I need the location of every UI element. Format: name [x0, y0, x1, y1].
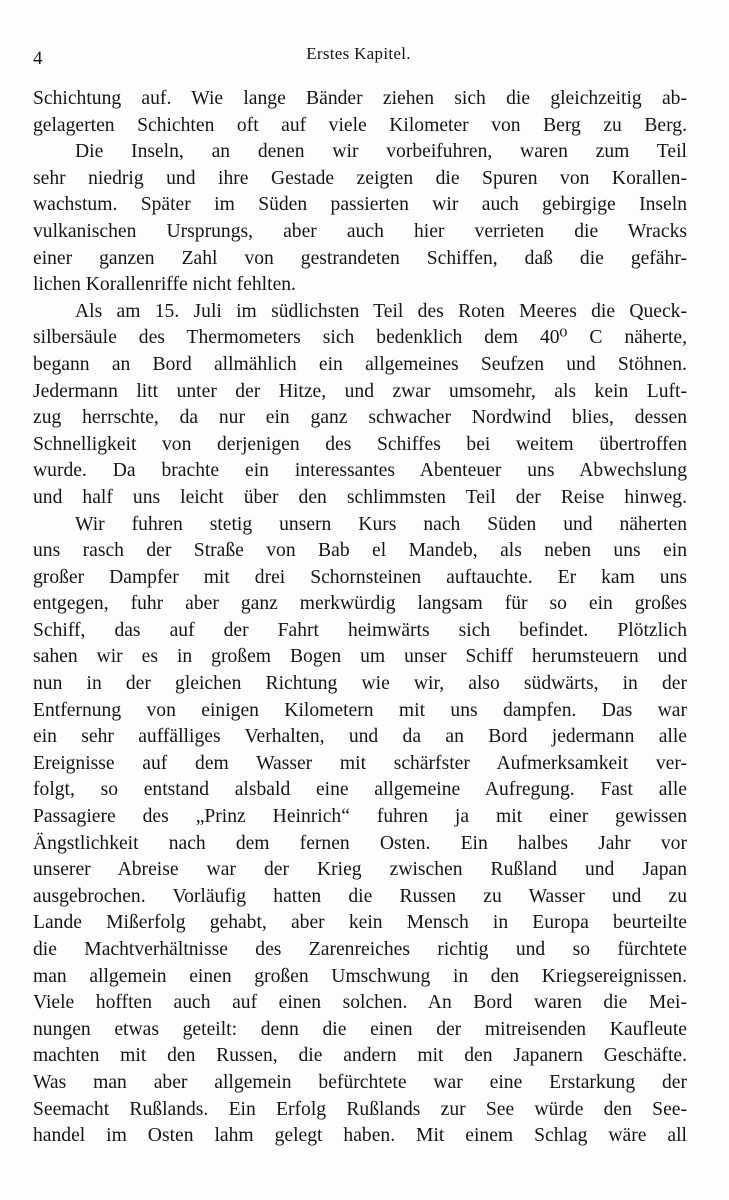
text-line: die Machtverhältnisse des Zarenreiches richtig und so fürchtete — [33, 939, 687, 960]
text-line: ausgebrochen. Vorläufig hatten die Russen zu Wasser und zu — [33, 885, 687, 907]
text-line: Seemacht Rußlands. Ein Erfolg Rußlands zur See würde den See- — [33, 1098, 687, 1120]
text-line: Ängstlichkeit nach dem fernen Osten. Ein halbes Jahr vor — [33, 832, 687, 854]
text-line: machten mit den Russen, die andern mit den Japanern Geschäfte. — [33, 1045, 687, 1067]
text-line: Lande Mißerfolg gehabt, aber kein Mensch in Europa beurteilte — [33, 912, 687, 934]
text-line: wachstum. Später im Süden passierten wir auch gebirgige Inseln — [33, 194, 687, 216]
text-line: handel im Osten lahm gelegt haben. Mit einem Schlag wäre all — [33, 1125, 687, 1147]
text-line: ein sehr auffälliges Verhalten, und da an Bord jedermann alle — [33, 726, 687, 748]
text-line: nun in der gleichen Richtung wie wir, also südwärts, in der — [33, 673, 687, 695]
text-line: uns rasch der Straße von Bab el Mandeb, als neben uns ein — [33, 540, 687, 562]
page-header — [33, 44, 684, 72]
page-number: 4 — [33, 48, 43, 69]
text-line: sahen wir es in großem Bogen um unser Schiff herumsteuern und — [33, 646, 687, 668]
text-line: entgegen, fuhr aber ganz merkwürdig langsam für so ein großes — [33, 593, 687, 615]
text-line: nungen etwas geteilt: denn die einen der mitreisenden Kaufleute — [33, 1018, 687, 1040]
text-line: wurde. Da brachte ein interessantes Abenteuer uns Abwechslung — [33, 460, 687, 482]
text-line: lichen Korallenriffe nicht fehlten. — [33, 274, 296, 296]
text-line: silbersäule des Thermometers sich bedenklich dem 40⁰ C näherte, — [33, 327, 687, 349]
text-line: Jedermann litt unter der Hitze, und zwar umsomehr, als kein Luft- — [33, 380, 687, 402]
text-line: Schichtung auf. Wie lange Bänder ziehen sich die gleichzeitig ab- — [33, 88, 687, 109]
text-line: Viele hofften auch auf einen solchen. An Bord waren die Mei- — [33, 992, 687, 1014]
text-line: Was man aber allgemein befürchtete war eine Erstarkung der — [33, 1071, 687, 1093]
text-line: Ereignisse auf dem Wasser mit schärfster Aufmerksamkeit ver- — [33, 752, 687, 774]
text-line: Entfernung von einigen Kilometern mit uns dampfen. Das war — [33, 699, 687, 721]
text-line: begann an Bord allmählich ein allgemeines Seufzen und Stöhnen. — [33, 353, 687, 375]
text-line: Passagiere des „Prinz Heinrich“ fuhren ja mit einer gewissen — [33, 806, 687, 828]
text-line: einer ganzen Zahl von gestrandeten Schiffen, daß die gefähr- — [33, 247, 687, 269]
text-line: vulkanischen Ursprungs, aber auch hier verrieten die Wracks — [33, 220, 687, 242]
text-line: unserer Abreise war der Krieg zwischen Rußland und Japan — [33, 859, 687, 881]
text-line: folgt, so entstand alsbald eine allgemeine Aufregung. Fast alle — [33, 779, 687, 801]
text-line: Wir fuhren stetig unsern Kurs nach Süden und näherten — [75, 513, 687, 535]
body-text — [33, 86, 687, 1150]
text-line: gelagerten Schichten oft auf viele Kilometer von Berg zu Berg. — [33, 114, 687, 136]
text-line: großer Dampfer mit drei Schornsteinen auftauchte. Er kam uns — [33, 566, 687, 588]
text-line: Als am 15. Juli im südlichsten Teil des Roten Meeres die Queck- — [75, 300, 687, 322]
text-line: sehr niedrig und ihre Gestade zeigten die Spuren von Korallen- — [33, 167, 687, 189]
text-line: zug herrschte, da nur ein ganz schwacher Nordwind blies, dessen — [33, 407, 687, 429]
text-line: Schnelligkeit von derjenigen des Schiffes bei weitem übertroffen — [33, 433, 687, 455]
text-line: und half uns leicht über den schlimmsten Teil der Reise hinweg. — [33, 486, 687, 508]
text-line: man allgemein einen großen Umschwung in den Kriegsereignissen. — [33, 965, 687, 987]
text-line: Die Inseln, an denen wir vorbeifuhren, waren zum Teil — [75, 141, 687, 163]
text-line: Schiff, das auf der Fahrt heimwärts sich befindet. Plötzlich — [33, 619, 687, 641]
running-title: Erstes Kapitel. — [306, 44, 411, 63]
